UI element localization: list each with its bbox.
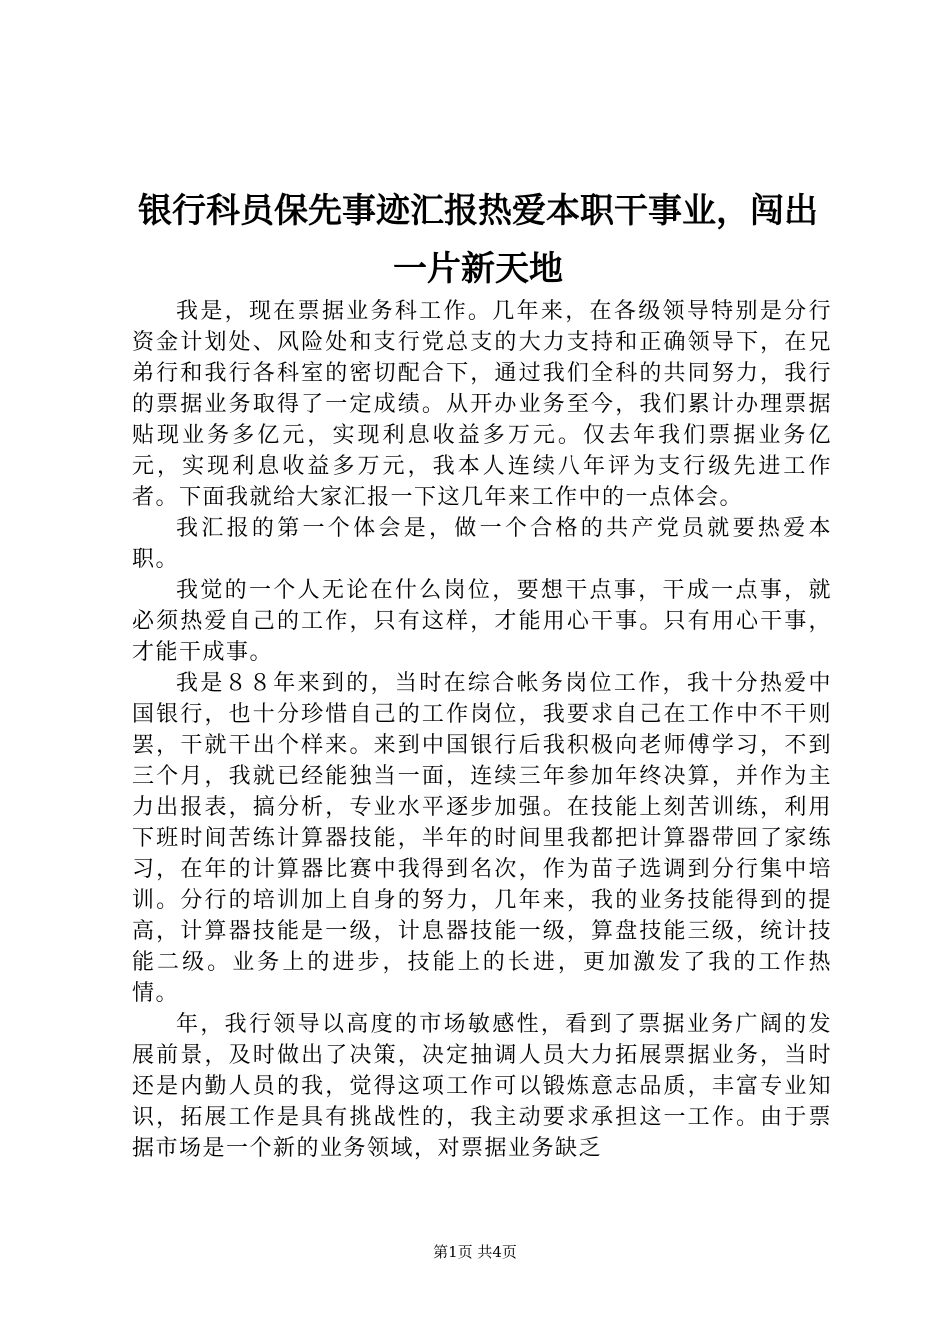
page-footer: 第1页 共4页 — [433, 1243, 517, 1261]
paragraph: 我汇报的第一个体会是，做一个合格的共产党员就要热爱本职。 — [132, 516, 832, 572]
paragraph: 我是８８年来到的，当时在综合帐务岗位工作，我十分热爱中国银行，也十分珍惜自己的工作岗位，我要求自己在工作中不干则罢，干就干出个样来。来到中国银行后我积极向老师傅学习，不到三个月，我就已经能独当一面，连续三年参加年终决算，并作为主力出报表，搞分析，专业水平逐步加强。在技能上刻苦训练，利用下班时间苦练计算器技能，半年的时间里我都把计算器带回了家练习，在年的计算器比赛中我得到名次，作为苗子选调到分行集中培训。分行的培训加上自身的努力，几年来，我的业务技能得到的提高，计算器技能是一级，计息器技能一级，算盘技能三级，统计技能二级。业务上的进步，技能上的长进，更加激发了我的工作热情。 — [132, 671, 832, 1006]
paragraph: 我觉的一个人无论在什么岗位，要想干点事，干成一点事，就必须热爱自己的工作，只有这样，才能用心干事。只有用心干事，才能干成事。 — [132, 578, 832, 665]
paragraph: 年，我行领导以高度的市场敏感性，看到了票据业务广阔的发展前景，及时做出了决策，决定抽调人员大力拓展票据业务，当时还是内勤人员的我，觉得这项工作可以锻炼意志品质，丰富专业知识，拓展工作是具有挑战性的，我主动要求承担这一工作。由于票据市场是一个新的业务领域，对票据业务缺乏 — [132, 1012, 832, 1161]
paragraph: 我是，现在票据业务科工作。几年来，在各级领导特别是分行资金计划处、风险处和支行党总支的大力支持和正确领导下，在兄弟行和我行各科室的密切配合下，通过我们全科的共同努力，我行的票据业务取得了一定成绩。从开办业务至今，我们累计办理票据贴现业务多亿元，实现利息收益多万元。仅去年我们票据业务亿元，实现利息收益多万元，我本人连续八年评为支行级先进工作者。下面我就给大家汇报一下这几年来工作中的一点体会。 — [132, 299, 832, 510]
document-title: 银行科员保先事迹汇报热爱本职干事业，闯出一片新天地 — [138, 191, 818, 289]
document-body — [132, 296, 832, 1164]
